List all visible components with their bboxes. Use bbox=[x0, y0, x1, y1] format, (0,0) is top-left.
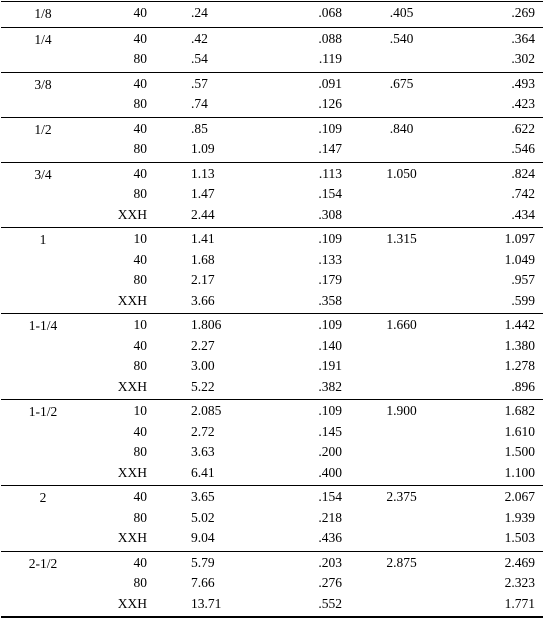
weight: 6.41 bbox=[191, 464, 215, 480]
pipe-dimensions-table bbox=[1, 1, 543, 618]
table-row bbox=[1, 162, 543, 228]
schedule: 10 bbox=[133, 403, 147, 418]
schedule: 80 bbox=[133, 141, 147, 156]
wall-thickness-cell bbox=[260, 400, 350, 486]
inside-diameter-cell bbox=[453, 72, 543, 117]
nominal-size-cell bbox=[1, 2, 85, 28]
schedule-cell bbox=[85, 162, 155, 228]
weight: .24 bbox=[191, 5, 208, 20]
schedule-cell bbox=[85, 27, 155, 72]
outside-diameter-cell bbox=[350, 486, 453, 552]
outside-diameter: 2.375 bbox=[386, 489, 417, 504]
inside-diameter-cell bbox=[453, 228, 543, 314]
nominal-size: 1-1/2 bbox=[28, 404, 58, 419]
wall-thickness-cell bbox=[260, 486, 350, 552]
nominal-size: 2 bbox=[39, 490, 47, 505]
inside-diameter: 1.278 bbox=[504, 358, 535, 373]
outside-diameter: 1.315 bbox=[386, 231, 417, 246]
wall-thickness: .400 bbox=[318, 464, 342, 480]
schedule: 80 bbox=[133, 444, 147, 459]
inside-diameter: .599 bbox=[511, 292, 535, 308]
nominal-size: 1-1/4 bbox=[28, 318, 58, 333]
schedule: 40 bbox=[133, 165, 147, 181]
wall-thickness: .200 bbox=[318, 444, 342, 459]
inside-diameter: .824 bbox=[511, 165, 535, 181]
wall-thickness: .133 bbox=[318, 251, 342, 267]
schedule: 40 bbox=[133, 30, 147, 46]
weight: 1.09 bbox=[191, 141, 215, 156]
wall-thickness-cell bbox=[260, 117, 350, 162]
weight: 2.17 bbox=[191, 272, 215, 287]
wall-thickness: .068 bbox=[318, 5, 342, 20]
schedule-cell bbox=[85, 2, 155, 28]
outside-diameter: .405 bbox=[389, 5, 414, 20]
inside-diameter: 1.049 bbox=[504, 251, 535, 267]
nominal-size-cell bbox=[1, 228, 85, 314]
inside-diameter-cell bbox=[453, 162, 543, 228]
weight-cell bbox=[155, 72, 260, 117]
nominal-size-cell bbox=[1, 162, 85, 228]
weight: .57 bbox=[191, 75, 208, 91]
outside-diameter: 1.050 bbox=[386, 165, 417, 181]
wall-thickness-cell bbox=[260, 2, 350, 28]
nominal-size: 1/4 bbox=[34, 31, 52, 47]
schedule-cell bbox=[85, 314, 155, 400]
nominal-size: 1/2 bbox=[34, 121, 52, 137]
weight-cell bbox=[155, 314, 260, 400]
inside-diameter: .622 bbox=[511, 120, 535, 136]
inside-diameter: .434 bbox=[511, 206, 535, 222]
inside-diameter: .302 bbox=[511, 51, 535, 66]
schedule: 40 bbox=[133, 423, 147, 439]
table-row bbox=[1, 228, 543, 314]
inside-diameter: 1.610 bbox=[504, 423, 535, 439]
wall-thickness: .147 bbox=[318, 141, 342, 156]
wall-thickness: .179 bbox=[318, 272, 342, 287]
inside-diameter: 1.503 bbox=[504, 530, 535, 545]
schedule: 80 bbox=[133, 96, 147, 111]
inside-diameter-cell bbox=[453, 117, 543, 162]
nominal-size: 3/8 bbox=[34, 76, 52, 92]
schedule-cell bbox=[85, 228, 155, 314]
schedule-cell bbox=[85, 551, 155, 617]
weight: 1.47 bbox=[191, 186, 215, 201]
table-row bbox=[1, 400, 543, 486]
weight: 1.41 bbox=[191, 231, 215, 246]
weight: .85 bbox=[191, 120, 208, 136]
inside-diameter: 2.469 bbox=[504, 554, 535, 570]
weight-cell bbox=[155, 228, 260, 314]
wall-thickness: .276 bbox=[318, 575, 342, 590]
schedule: 10 bbox=[133, 231, 147, 246]
schedule: XXH bbox=[117, 595, 147, 611]
nominal-size: 1 bbox=[39, 232, 47, 247]
weight: 2.44 bbox=[191, 206, 215, 222]
wall-thickness: .191 bbox=[318, 358, 342, 373]
nominal-size-cell bbox=[1, 27, 85, 72]
wall-thickness: .091 bbox=[318, 75, 342, 91]
schedule: 80 bbox=[133, 575, 147, 590]
schedule: 80 bbox=[133, 186, 147, 201]
nominal-size-cell bbox=[1, 72, 85, 117]
weight-cell bbox=[155, 162, 260, 228]
outside-diameter: 1.660 bbox=[386, 317, 417, 332]
inside-diameter: 2.067 bbox=[504, 489, 535, 504]
schedule: XXH bbox=[117, 292, 147, 308]
wall-thickness-cell bbox=[260, 27, 350, 72]
inside-diameter: 1.100 bbox=[504, 464, 535, 480]
nominal-size-cell bbox=[1, 551, 85, 617]
table-body bbox=[1, 2, 543, 618]
wall-thickness: .109 bbox=[318, 317, 342, 332]
wall-thickness: .154 bbox=[318, 186, 342, 201]
inside-diameter: 1.939 bbox=[504, 509, 535, 525]
wall-thickness: .126 bbox=[318, 96, 342, 111]
outside-diameter: .840 bbox=[389, 120, 414, 136]
schedule: 40 bbox=[133, 489, 147, 504]
nominal-size-cell bbox=[1, 486, 85, 552]
schedule: 40 bbox=[133, 75, 147, 91]
weight: 3.63 bbox=[191, 444, 215, 459]
schedule-cell bbox=[85, 400, 155, 486]
schedule: 40 bbox=[133, 120, 147, 136]
wall-thickness: .109 bbox=[318, 231, 342, 246]
schedule: 40 bbox=[133, 554, 147, 570]
outside-diameter-cell bbox=[350, 117, 453, 162]
wall-thickness: .382 bbox=[318, 378, 342, 394]
outside-diameter-cell bbox=[350, 72, 453, 117]
schedule-cell bbox=[85, 486, 155, 552]
wall-thickness: .113 bbox=[318, 165, 342, 181]
wall-thickness: .218 bbox=[318, 509, 342, 525]
wall-thickness-cell bbox=[260, 72, 350, 117]
weight: 5.02 bbox=[191, 509, 215, 525]
wall-thickness: .203 bbox=[318, 554, 342, 570]
wall-thickness-cell bbox=[260, 314, 350, 400]
nominal-size-cell bbox=[1, 314, 85, 400]
weight: 5.22 bbox=[191, 378, 215, 394]
schedule: 40 bbox=[133, 251, 147, 267]
weight-cell bbox=[155, 400, 260, 486]
weight: 3.65 bbox=[191, 489, 215, 504]
nominal-size: 3/4 bbox=[34, 166, 52, 182]
inside-diameter: .493 bbox=[511, 75, 535, 91]
outside-diameter: 2.875 bbox=[386, 554, 417, 570]
wall-thickness: .308 bbox=[318, 206, 342, 222]
table-row bbox=[1, 486, 543, 552]
weight: 3.66 bbox=[191, 292, 215, 308]
schedule-cell bbox=[85, 117, 155, 162]
wall-thickness: .119 bbox=[318, 51, 342, 66]
weight: 13.71 bbox=[191, 595, 222, 611]
inside-diameter-cell bbox=[453, 27, 543, 72]
inside-diameter: 1.500 bbox=[504, 444, 535, 459]
outside-diameter-cell bbox=[350, 400, 453, 486]
schedule: 80 bbox=[133, 509, 147, 525]
outside-diameter: .540 bbox=[389, 30, 414, 46]
inside-diameter: .269 bbox=[511, 5, 535, 20]
weight: .54 bbox=[191, 51, 208, 66]
schedule: 10 bbox=[133, 317, 147, 332]
nominal-size-cell bbox=[1, 117, 85, 162]
wall-thickness: .140 bbox=[318, 337, 342, 353]
inside-diameter: 1.097 bbox=[504, 231, 535, 246]
inside-diameter: 1.442 bbox=[504, 317, 535, 332]
weight: .42 bbox=[191, 30, 208, 46]
table-row bbox=[1, 27, 543, 72]
wall-thickness: .552 bbox=[318, 595, 342, 611]
weight: 1.68 bbox=[191, 251, 215, 267]
outside-diameter-cell bbox=[350, 314, 453, 400]
schedule-cell bbox=[85, 72, 155, 117]
wall-thickness: .154 bbox=[318, 489, 342, 504]
outside-diameter-cell bbox=[350, 2, 453, 28]
weight-cell bbox=[155, 551, 260, 617]
outside-diameter: .675 bbox=[389, 75, 414, 91]
schedule: XXH bbox=[117, 530, 147, 545]
weight-cell bbox=[155, 486, 260, 552]
inside-diameter-cell bbox=[453, 2, 543, 28]
inside-diameter: .423 bbox=[511, 96, 535, 111]
weight: 9.04 bbox=[191, 530, 215, 545]
outside-diameter: 1.900 bbox=[386, 403, 417, 418]
weight: 2.085 bbox=[191, 403, 222, 418]
weight-cell bbox=[155, 117, 260, 162]
table-row bbox=[1, 2, 543, 28]
wall-thickness: .358 bbox=[318, 292, 342, 308]
inside-diameter: 2.323 bbox=[504, 575, 535, 590]
schedule: XXH bbox=[117, 206, 147, 222]
weight: 7.66 bbox=[191, 575, 215, 590]
inside-diameter: .896 bbox=[511, 378, 535, 394]
inside-diameter: 1.380 bbox=[504, 337, 535, 353]
inside-diameter: 1.771 bbox=[504, 595, 535, 611]
weight: 2.27 bbox=[191, 337, 215, 353]
weight: 1.806 bbox=[191, 317, 222, 332]
wall-thickness-cell bbox=[260, 162, 350, 228]
outside-diameter-cell bbox=[350, 162, 453, 228]
weight-cell bbox=[155, 2, 260, 28]
table-row bbox=[1, 551, 543, 617]
inside-diameter: .364 bbox=[511, 30, 535, 46]
weight: 1.13 bbox=[191, 165, 215, 181]
table-row bbox=[1, 314, 543, 400]
weight-cell bbox=[155, 27, 260, 72]
inside-diameter: .742 bbox=[511, 186, 535, 201]
schedule: 80 bbox=[133, 51, 147, 66]
weight: 3.00 bbox=[191, 358, 215, 373]
inside-diameter-cell bbox=[453, 486, 543, 552]
weight: .74 bbox=[191, 96, 208, 111]
wall-thickness-cell bbox=[260, 228, 350, 314]
schedule: 80 bbox=[133, 358, 147, 373]
inside-diameter-cell bbox=[453, 551, 543, 617]
schedule: 40 bbox=[133, 5, 147, 20]
nominal-size: 1/8 bbox=[34, 6, 52, 21]
wall-thickness: .088 bbox=[318, 30, 342, 46]
schedule: XXH bbox=[117, 378, 147, 394]
inside-diameter-cell bbox=[453, 314, 543, 400]
schedule: 40 bbox=[133, 337, 147, 353]
outside-diameter-cell bbox=[350, 27, 453, 72]
wall-thickness: .109 bbox=[318, 403, 342, 418]
wall-thickness: .109 bbox=[318, 120, 342, 136]
wall-thickness: .436 bbox=[318, 530, 342, 545]
inside-diameter: 1.682 bbox=[504, 403, 535, 418]
wall-thickness-cell bbox=[260, 551, 350, 617]
weight: 2.72 bbox=[191, 423, 215, 439]
inside-diameter-cell bbox=[453, 400, 543, 486]
wall-thickness: .145 bbox=[318, 423, 342, 439]
table-row bbox=[1, 72, 543, 117]
table-row bbox=[1, 117, 543, 162]
inside-diameter: .957 bbox=[511, 272, 535, 287]
schedule: 80 bbox=[133, 272, 147, 287]
nominal-size: 2-1/2 bbox=[28, 555, 58, 571]
inside-diameter: .546 bbox=[511, 141, 535, 156]
schedule: XXH bbox=[117, 464, 147, 480]
nominal-size-cell bbox=[1, 400, 85, 486]
outside-diameter-cell bbox=[350, 228, 453, 314]
weight: 5.79 bbox=[191, 554, 215, 570]
outside-diameter-cell bbox=[350, 551, 453, 617]
